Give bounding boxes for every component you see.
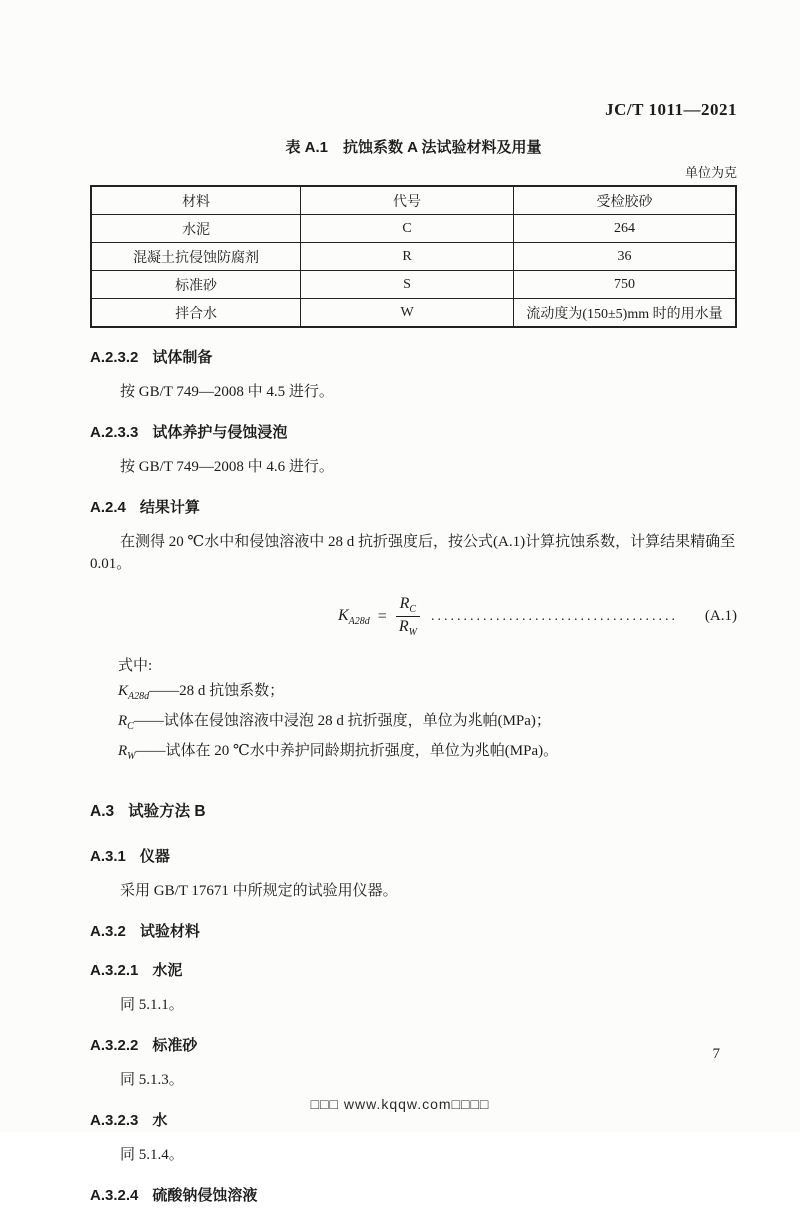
legend-symbol	[118, 713, 134, 733]
section-number: A.3.2.3	[90, 1112, 139, 1130]
table-cell: C	[301, 215, 514, 243]
symbol-base: R	[118, 713, 128, 730]
table-title: 表 A.1 抗蚀系数 A 法试验材料及用量	[285, 139, 542, 156]
table-cell: 水泥	[91, 215, 301, 243]
section-title: 硫酸钠侵蚀溶液	[152, 1187, 258, 1205]
section-heading-a3	[90, 799, 737, 821]
legend-item-k	[118, 679, 737, 709]
formula-subscript: C	[409, 604, 417, 616]
table-row	[91, 271, 736, 299]
table-cell: 流动度为(150±5)mm 时的用水量	[513, 299, 736, 328]
table-header-row	[91, 186, 736, 215]
table-cell: 拌合水	[91, 299, 301, 328]
page-content	[90, 100, 737, 1219]
watermark-footer: □□□ www.kqqw.com□□□□	[310, 1096, 490, 1112]
legend-desc: ——28 d 抗蚀系数；	[149, 683, 285, 700]
section-number: A.3.2	[90, 923, 126, 941]
formula-subscript: A28d	[348, 615, 370, 627]
paragraph-a233: 按 GB/T 749—2008 中 4.6 进行。	[120, 459, 334, 475]
legend-item-rw	[118, 739, 737, 769]
symbol-subscript: C	[127, 721, 134, 733]
section-number: A.2.4	[90, 499, 126, 516]
section-number: A.3.2.4	[90, 1187, 139, 1205]
formula-legend	[118, 654, 737, 769]
section-number: A.3.2.2	[90, 1037, 139, 1055]
table-header-mortar: 受检胶砂	[513, 186, 736, 215]
section-title: 标准砂	[152, 1037, 198, 1055]
section-heading-a321	[90, 959, 737, 980]
table-row	[91, 243, 736, 271]
table-unit-note: 单位为克	[684, 165, 737, 180]
section-number: A.3.1	[90, 848, 126, 866]
formula-subscript: W	[408, 627, 417, 639]
formula-symbol-k: K	[338, 606, 349, 624]
section-number: A.2.3.2	[90, 349, 139, 366]
paragraph-a323: 同 5.1.4。	[120, 1147, 184, 1164]
table-cell: R	[301, 243, 514, 271]
table-cell: 标准砂	[91, 271, 301, 299]
paragraph-a321: 同 5.1.1。	[120, 997, 184, 1014]
section-number: A.3.2.1	[90, 962, 139, 980]
legend-desc: ——试体在 20 ℃水中养护同龄期抗折强度，单位为兆帕(MPa)。	[135, 743, 559, 760]
formula-symbol-rc: R	[399, 595, 410, 612]
fraction-denominator	[395, 617, 421, 638]
formula-symbol-rw: R	[398, 618, 409, 636]
section-title: 水	[152, 1112, 168, 1130]
table-cell: 750	[513, 271, 736, 299]
section-heading-a233	[90, 421, 737, 442]
materials-table	[90, 185, 737, 328]
section-title: 仪器	[139, 848, 170, 866]
section-heading-a322	[90, 1034, 737, 1055]
table-cell: 36	[513, 243, 736, 271]
formula-number-label: (A.1)	[704, 608, 737, 625]
table-header-material: 材料	[91, 186, 301, 215]
section-number: A.3	[90, 803, 115, 821]
paragraph-a232: 按 GB/T 749—2008 中 4.5 进行。	[120, 384, 334, 400]
table-cell: 264	[513, 215, 736, 243]
table-cell: S	[301, 271, 514, 299]
legend-lead: 式中:	[118, 658, 153, 675]
paragraph-a24: 在测得 20 ℃水中和侵蚀溶液中 28 d 抗折强度后，按公式(A.1)计算抗蚀系数，计算结果精确至 0.01。	[90, 534, 736, 572]
section-title: 结果计算	[139, 499, 200, 516]
section-heading-a323	[90, 1109, 737, 1130]
section-title: 试验材料	[139, 923, 200, 941]
paragraph-a31: 采用 GB/T 17671 中所规定的试验用仪器。	[120, 883, 398, 900]
table-row	[91, 299, 736, 328]
page-number: 7	[712, 1046, 720, 1062]
legend-symbol	[118, 683, 150, 703]
paragraph-a322: 同 5.1.3。	[120, 1072, 184, 1089]
symbol-subscript: A28d	[128, 691, 150, 703]
section-title: 试验方法 B	[128, 803, 206, 821]
section-title: 试体养护与侵蚀浸泡	[152, 424, 288, 441]
section-title: 水泥	[152, 962, 183, 980]
formula-fraction	[395, 595, 421, 638]
symbol-base: K	[118, 683, 129, 700]
section-number: A.2.3.3	[90, 424, 139, 441]
table-row	[91, 215, 736, 243]
legend-symbol	[118, 743, 136, 763]
fraction-numerator	[396, 595, 420, 617]
table-header-symbol: 代号	[301, 186, 514, 215]
formula-a1	[90, 595, 737, 638]
formula-lhs	[338, 607, 370, 627]
section-heading-a232	[90, 346, 737, 367]
table-cell: W	[301, 299, 514, 328]
symbol-base: R	[118, 743, 128, 760]
section-heading-a32	[90, 920, 737, 941]
section-heading-a24	[90, 496, 737, 517]
symbol-subscript: W	[127, 751, 136, 763]
section-title: 试体制备	[152, 349, 213, 366]
standard-number-header: JC/T 1011—2021	[605, 100, 737, 119]
section-heading-a324	[90, 1184, 737, 1205]
legend-item-rc	[118, 709, 737, 739]
dot-leader: ......................................	[430, 608, 678, 624]
section-heading-a31	[90, 845, 737, 866]
table-cell: 混凝土抗侵蚀防腐剂	[91, 243, 301, 271]
legend-desc: ——试体在侵蚀溶液中浸泡 28 d 抗折强度，单位为兆帕(MPa)；	[133, 713, 551, 730]
equals-sign: =	[377, 607, 387, 625]
